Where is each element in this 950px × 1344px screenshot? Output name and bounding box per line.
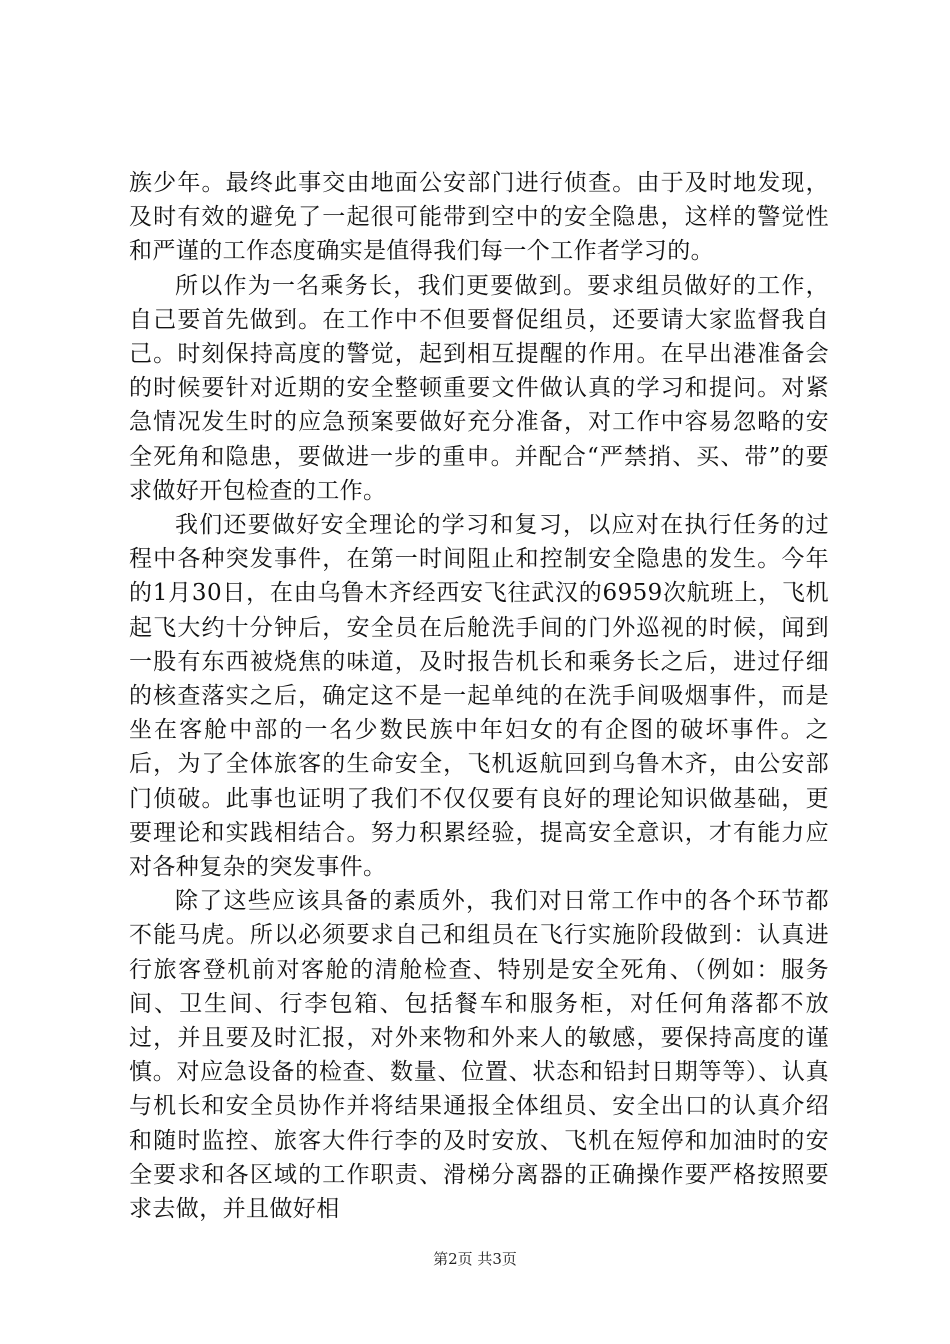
paragraph-1: 族少年。最终此事交由地面公安部门进行侦查。由于及时地发现，及时有效的避免了一起很可能带到空中的安全隐患，这样的警觉性和严谨的工作态度确实是值得我们每一个工作者学习的。 [129, 170, 829, 265]
paragraph-3: 我们还要做好安全理论的学习和复习，以应对在执行任务的过程中各种突发事件，在第一时间阻止和控制安全隐患的发生。今年的1月30日，在由乌鲁木齐经西安飞往武汉的6959次航班上，飞机起飞大约十分钟后，安全员在后舱洗手间的门外巡视的时候，闻到一股有东西被烧焦的味道，及时报告机长和乘务长之后，进过仔细的核查落实之后，确定这不是一起单纯的在洗手间吸烟事件，而是坐在客舱中部的一名少数民族中年妇女的有企图的破坏事件。之后，为了全体旅客的生命安全，飞机返航回到乌鲁木齐，由公安部门侦破。此事也证明了我们不仅仅要有良好的理论知识做基础，更要理论和实践相结合。努力积累经验，提高安全意识，才有能力应对各种复杂的突发事件。 [129, 512, 829, 881]
page-number-footer: 第2页 共3页 [433, 1250, 517, 1268]
paragraph-2: 所以作为一名乘务长，我们更要做到。要求组员做好的工作，自己要首先做到。在工作中不但要督促组员，还要请大家监督我自己。时刻保持高度的警觉，起到相互提醒的作用。在早出港准备会的时候要针对近期的安全整顿重要文件做认真的学习和提问。对紧急情况发生时的应急预案要做好充分准备，对工作中容易忽略的安全死角和隐患，要做进一步的重申。并配合“严禁捎、买、带”的要求做好开包检查的工作。 [129, 272, 829, 504]
paragraph-4: 除了这些应该具备的素质外，我们对日常工作中的各个环节都不能马虎。所以必须要求自己和组员在飞行实施阶段做到：认真进行旅客登机前对客舱的清舱检查、特别是安全死角、（例如：服务间、卫生间、行李包箱、包括餐车和服务柜，对任何角落都不放过，并且要及时汇报，对外来物和外来人的敏感，要保持高度的谨慎。对应急设备的检查、数量、位置、状态和铅封日期等等）、认真与机长和安全员协作并将结果通报全体组员、安全出口的认真介绍和随时监控、旅客大件行李的及时安放、飞机在短停和加油时的安全要求和各区域的工作职责、滑梯分离器的正确操作要严格按照要求去做，并且做好相 [129, 888, 829, 1223]
document-body [129, 166, 829, 1226]
